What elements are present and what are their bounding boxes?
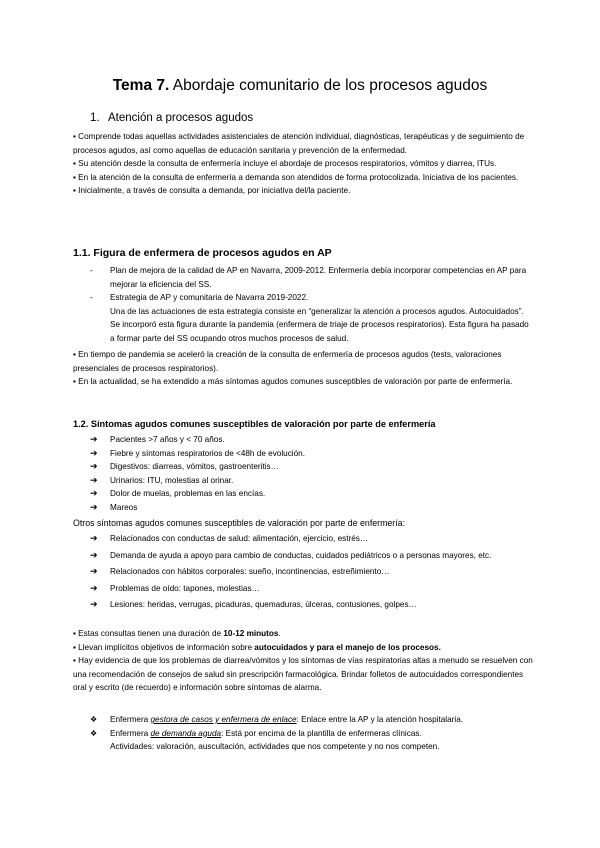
arrow-icon: ➔ <box>90 434 98 444</box>
list-item-text: Demanda de ayuda a apoyo para cambio de conductas, cuidados pediátricos o a personas mayores, etc. <box>110 550 492 560</box>
list-item-text: Pacientes >7 años y < 70 años. <box>110 435 225 444</box>
nurse-roles-list <box>90 713 530 754</box>
list-item-text: . <box>278 629 281 638</box>
list-item <box>73 641 533 655</box>
list-item <box>90 727 530 754</box>
list-item: ▪ En la actualidad, se ha extendido a más síntomas agudos comunes susceptibles de valoración por parte de enfermería. <box>73 377 513 387</box>
list-item: ▪ Inicialmente, a través de consulta a demanda, por iniciativa del/la paciente. <box>73 186 351 196</box>
list-item <box>90 532 530 546</box>
role-name: de demanda aguda <box>150 728 222 738</box>
dash-marker: - <box>90 293 93 303</box>
section-1-heading <box>90 111 253 126</box>
list-item-text: : Está por encima de la plantilla de enfermeras clínicas. <box>221 728 422 738</box>
list-item: ▪ En tiempo de pandemia se aceleró la creación de la consulta de enfermería de procesos agudos (tests, valoraciones presenciales de procesos respiratorios). <box>73 350 502 373</box>
arrow-icon: ➔ <box>90 461 98 472</box>
list-item <box>73 627 533 641</box>
section-1-bullets <box>73 130 533 198</box>
other-symptoms-heading: Otros síntomas agudos comunes susceptibles de valoración por parte de enfermería: <box>73 518 406 528</box>
page-title <box>0 76 600 96</box>
arrow-icon: ➔ <box>90 488 98 499</box>
list-item-text: ▪ Estas consultas tienen una duración de <box>73 629 224 638</box>
duration-highlight: 10-12 minutos <box>223 629 279 638</box>
role-name: gestora de casos y enfermera de enlace <box>150 715 297 724</box>
diamond-bullet-icon: ❖ <box>90 715 98 724</box>
list-item-text: Relacionados con hábitos corporales: sueño, incontinencias, estreñimiento… <box>110 567 390 577</box>
list-item <box>90 447 530 461</box>
section-1-1-dash-list <box>90 264 530 346</box>
list-item <box>90 713 530 727</box>
list-item: ▪ Comprende todas aquellas actividades asistenciales de atención individual, diagnósticas, terapéuticas y de seguimiento de procesos agudos, así como aquellas de educación sanitaria y prevención de la enfermedad. <box>73 132 525 155</box>
list-item <box>90 501 530 515</box>
list-item <box>90 474 530 488</box>
title-topic-number: Tema 7. <box>112 77 170 94</box>
list-item: ▪ Su atención desde la consulta de enfermería incluye el abordaje de procesos respiratorios, vómitos y diarrea, ITUs. <box>73 159 497 169</box>
list-item-detail: Actividades: valoración, auscultación, actividades que nos competente y no nos competen. <box>110 742 440 752</box>
arrow-icon: ➔ <box>90 599 98 610</box>
list-item <box>90 582 530 596</box>
list-item-text: Urinarios: ITU, molestias al orinar. <box>110 475 234 485</box>
arrow-icon: ➔ <box>90 533 98 543</box>
list-item-text: Digestivos: diarreas, vómitos, gastroenteritis… <box>110 462 279 472</box>
list-item <box>90 487 530 501</box>
list-item <box>90 598 530 612</box>
arrow-icon: ➔ <box>90 447 98 458</box>
list-item-text: Enfermera <box>110 715 151 724</box>
section-1-title: Atención a procesos agudos <box>108 112 254 124</box>
list-item <box>90 433 530 447</box>
list-item-text: Fiebre y síntomas respiratorios de <48h de evolución. <box>110 448 306 458</box>
section-1-number: 1. <box>90 112 100 124</box>
list-item-text: Estrategia de AP y comunitaria de Navarra 2019-2022. <box>110 293 309 303</box>
list-item <box>90 460 530 474</box>
title-text: Abordaje comunitario de los procesos agudos <box>169 77 488 94</box>
arrow-icon: ➔ <box>90 474 98 485</box>
list-item-text: Lesiones: heridas, verrugas, picaduras, quemaduras, úlceras, contusiones, golpes… <box>110 600 417 610</box>
list-item-text: Mareos <box>110 502 138 512</box>
section-1-1-bullets <box>73 348 533 389</box>
list-item-text: Relacionados con conductas de salud: alimentación, ejercicio, estrés… <box>110 534 369 543</box>
section-1-1-heading: 1.1. Figura de enfermera de procesos agudos en AP <box>73 247 332 259</box>
list-item: ▪ Hay evidencia de que los problemas de diarrea/vómitos y los síntomas de vías respiratorias altas a menudo se resuelven con una recomendación de consejos de salud sin prescripción farmacológica. Brindar folletos de autocuidados correspondientes oral y escrito (de recuerdo) e información sobre síntomas de alarma. <box>73 656 533 693</box>
section-1-2-heading: 1.2. Síntomas agudos comunes susceptibles de valoración por parte de enfermería <box>73 419 436 429</box>
arrow-icon: ➔ <box>90 566 98 577</box>
symptoms-list <box>90 433 530 515</box>
list-item-text: : Enlace entre la AP y la atención hospitalaria. <box>296 715 464 724</box>
list-item <box>90 565 530 579</box>
list-item <box>90 549 530 563</box>
list-item-text: Enfermera <box>110 728 151 738</box>
arrow-icon: ➔ <box>90 501 98 512</box>
list-item-text: ▪ Llevan implícitos objetivos de información sobre <box>73 642 255 652</box>
objectives-highlight: autocuidados y para el manejo de los procesos. <box>254 642 441 652</box>
list-item <box>90 291 530 345</box>
diamond-bullet-icon: ❖ <box>90 728 98 738</box>
consultation-bullets <box>73 627 533 695</box>
list-item-text: Plan de mejora de la calidad de AP en Navarra, 2009-2012. Enfermería debía incorporar competencias en AP para mejorar la eficiencia del SS. <box>110 266 527 289</box>
list-item <box>90 264 530 291</box>
arrow-icon: ➔ <box>90 549 98 560</box>
list-item-text: Problemas de oído: tapones, molestias… <box>110 583 260 593</box>
other-symptoms-list <box>90 532 530 612</box>
dash-marker: - <box>90 266 93 275</box>
list-item: ▪ En la atención de la consulta de enfermería a demanda son atendidos de forma protocolizada. Iniciativa de los pacientes. <box>73 172 519 182</box>
list-item-text: Dolor de muelas, problemas en las encías. <box>110 489 266 499</box>
list-item-detail: Una de las actuaciones de esta estrategia consiste en “generalizar la atención a procesos agudos. Autocuidados”. Se incorporó esta figura durante la pandemia (enfermera de triaje de procesos respiratorios). Esta figura ha pasado a formar parte del SS ocupando otros muchos procesos de salud. <box>110 306 529 343</box>
arrow-icon: ➔ <box>90 582 98 593</box>
